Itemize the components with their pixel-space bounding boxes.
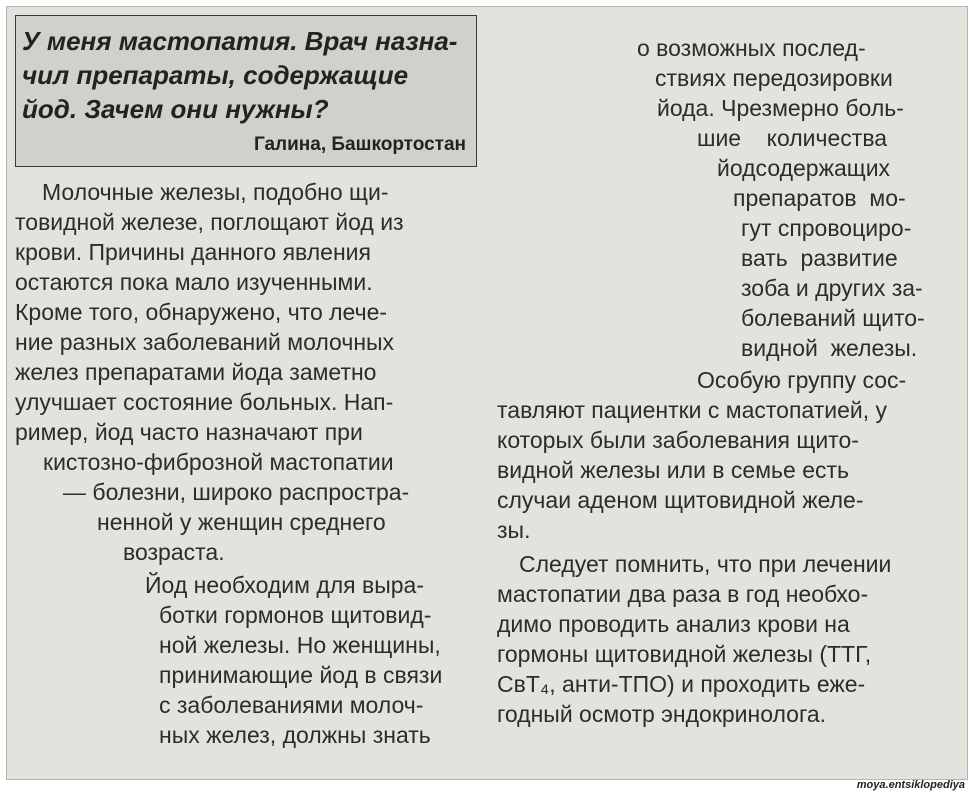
text-line: крови. Причины данного явления bbox=[15, 239, 371, 265]
text-line: товидной железе, поглощают йод из bbox=[15, 209, 404, 235]
question-author: Галина, Башкортостан bbox=[253, 134, 466, 155]
text-line: случаи аденом щитовидной желе- bbox=[497, 487, 864, 513]
text-line: желез препаратами йода заметно bbox=[15, 359, 377, 385]
text-line: Кроме того, обнаружено, что лече- bbox=[15, 299, 388, 325]
text-line: — болезни, широко распростра- bbox=[63, 479, 410, 505]
text-line: зы. bbox=[497, 517, 531, 543]
text-line: ненной у женщин среднего bbox=[97, 509, 386, 535]
text-line: Следует помнить, что при лечении bbox=[519, 551, 892, 577]
newspaper-clipping bbox=[6, 6, 968, 780]
text-line: гут спровоциро- bbox=[741, 215, 912, 241]
text-line: ствиях передозировки bbox=[655, 65, 893, 91]
text-line: ример, йод часто назначают при bbox=[15, 419, 363, 445]
text-line: возраста. bbox=[123, 539, 225, 565]
text-line: ных желез, должны знать bbox=[159, 722, 431, 748]
question-line: У меня мастопатия. Врач назна- bbox=[22, 26, 458, 56]
text-line: принимающие йод в связи bbox=[159, 662, 443, 688]
text-line: вать развитие bbox=[741, 245, 898, 271]
text-line: йода. Чрезмерно боль- bbox=[657, 95, 904, 121]
text-line: Йод необходим для выра- bbox=[145, 572, 424, 598]
text-line: мастопатии два раза в год необхо- bbox=[497, 581, 869, 607]
text-line: Молочные железы, подобно щи- bbox=[42, 179, 389, 205]
text-line: видной железы или в семье есть bbox=[497, 457, 849, 483]
text-line: ние разных заболеваний молочных bbox=[15, 329, 395, 355]
question-box bbox=[15, 15, 477, 167]
text-line: гормоны щитовидной железы (ТТГ, bbox=[497, 641, 872, 667]
text-line: йодсодержащих bbox=[717, 155, 891, 181]
source-credit: moya.entsiklopediya bbox=[856, 779, 965, 791]
text-line: остаются пока мало изученными. bbox=[15, 269, 373, 295]
text-line: димо проводить анализ крови на bbox=[497, 611, 850, 637]
text-line: Особую группу сос- bbox=[697, 367, 907, 393]
question-text bbox=[22, 24, 457, 126]
text-line: годный осмотр эндокринолога. bbox=[497, 701, 827, 727]
question-line: чил препараты, содержащие bbox=[22, 60, 409, 90]
text-line: улучшает состояние больных. Нап- bbox=[15, 389, 394, 415]
text-line: тавляют пациентки с мастопатией, у bbox=[497, 397, 888, 423]
text-line: препаратов мо- bbox=[733, 185, 906, 211]
text-line: болеваний щито- bbox=[741, 305, 925, 331]
text-line: СвТ₄, анти-ТПО) и проходить еже- bbox=[497, 671, 866, 697]
text-line: зоба и других за- bbox=[741, 275, 923, 301]
text-line: видной железы. bbox=[741, 335, 918, 361]
text-line: с заболеваниями молоч- bbox=[159, 692, 424, 718]
text-line: кистозно-фиброзной мастопатии bbox=[43, 449, 394, 475]
text-line: шие количества bbox=[697, 125, 888, 151]
text-line: ной железы. Но женщины, bbox=[159, 632, 441, 658]
text-line: ботки гормонов щитовид- bbox=[159, 602, 432, 628]
question-line: йод. Зачем они нужны? bbox=[22, 94, 329, 124]
text-line: которых были заболевания щито- bbox=[497, 427, 859, 453]
text-line: о возможных послед- bbox=[637, 35, 866, 61]
